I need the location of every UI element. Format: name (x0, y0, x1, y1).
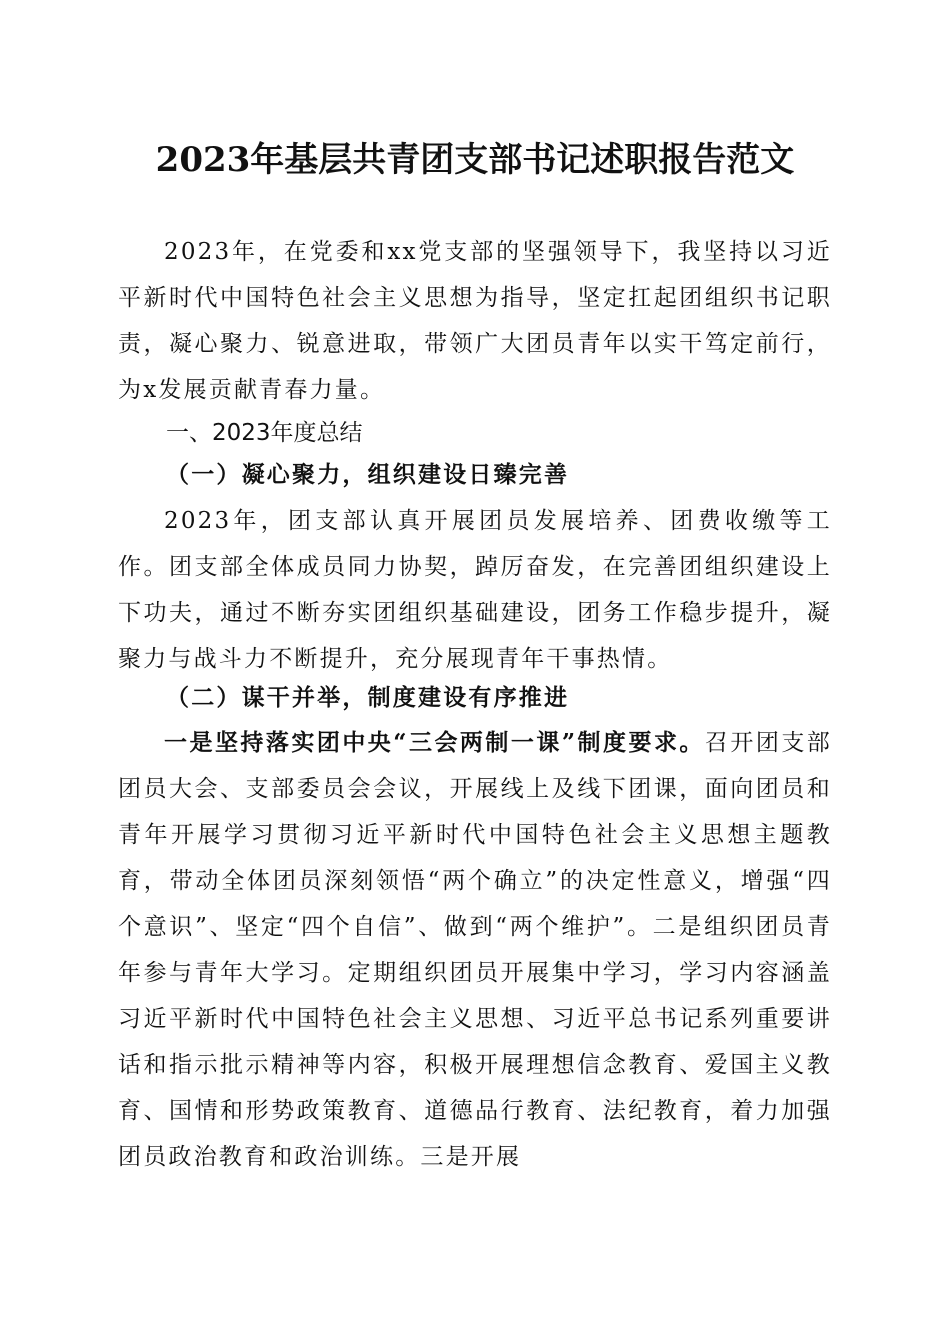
subsection-heading-2: （二）谋干并举，制度建设有序推进 (166, 684, 570, 711)
subsection-heading-1: （一）凝心聚力，组织建设日臻完善 (166, 461, 570, 488)
subsection-2-body: 召开团支部团员大会、支部委员会会议，开展线上及线下团课，面向团员和青年开展学习贯彻习近平新时代中国特色社会主义思想主题教育，带动全体团员深刻领悟“两个确立”的决定性意义，增强“四个意识”、坚定“四个自信”、做到“两个维护”。二是组织团员青年参与青年大学习。定期组织团员开展集中学习，学习内容涵盖习近平新时代中国特色社会主义思想、习近平总书记系列重要讲话和指示批示精神等内容，积极开展理想信念教育、爱国主义教育、国情和形势政策教育、道德品行教育、法纪教育，着力加强团员政治教育和政治训练。三是开展 (118, 730, 833, 1170)
intro-paragraph: 2023年，在党委和xx党支部的坚强领导下，我坚持以习近平新时代中国特色社会主义思想为指导，坚定扛起团组织书记职责，凝心聚力、锐意进取，带领广大团员青年以实干笃定前行，为x发展贡献青春力量。 (118, 239, 832, 403)
subsection-1-paragraph: 2023年，团支部认真开展团员发展培养、团费收缴等工作。团支部全体成员同力协契，踔厉奋发，在完善团组织建设上下功夫，通过不断夯实团组织基础建设，团务工作稳步提升，凝聚力与战斗力不断提升，充分展现青年干事热情。 (118, 508, 832, 672)
subsection-2-paragraph (118, 720, 832, 1180)
subsection-2-lead-sentence: 一是坚持落实团中央“三会两制一课”制度要求。 (164, 729, 705, 756)
document-title: 2023年基层共青团支部书记述职报告范文 (155, 140, 795, 180)
section-heading: 一、2023年度总结 (166, 420, 363, 446)
